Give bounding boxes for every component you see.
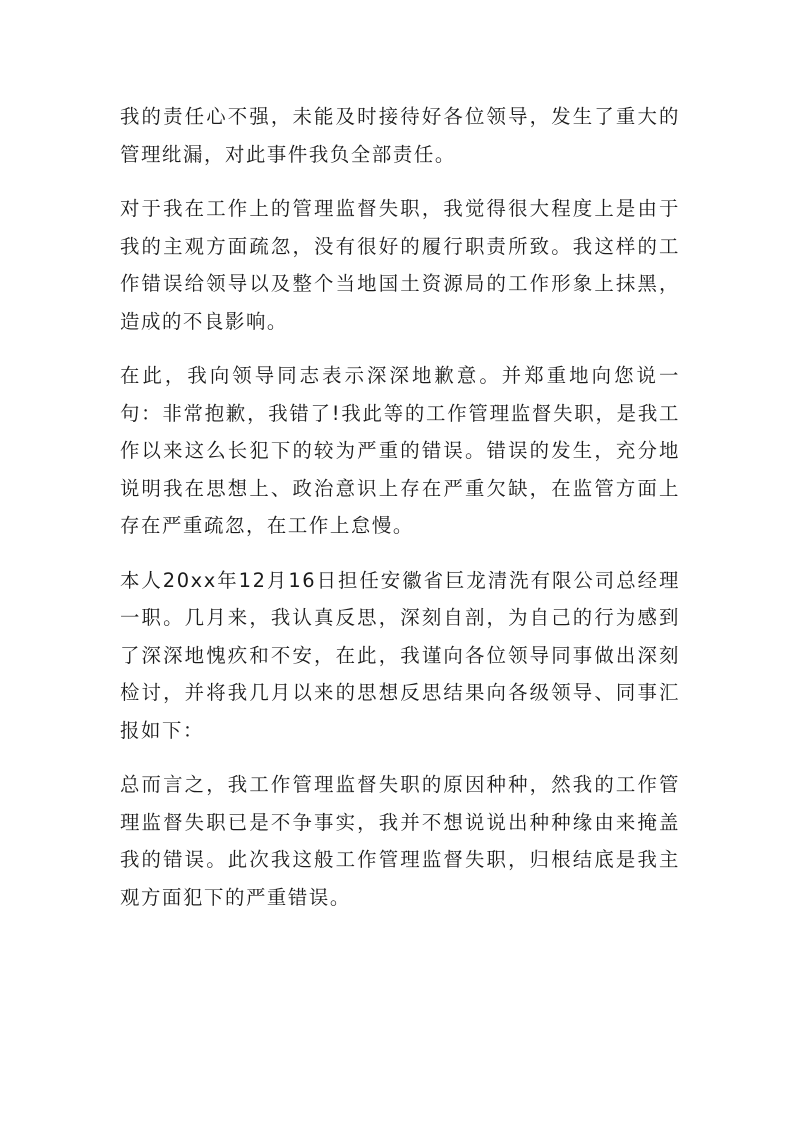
document-body	[120, 98, 680, 933]
paragraph-1: 我的责任心不强，未能及时接待好各位领导，发生了重大的管理纰漏，对此事件我负全部责任。	[120, 105, 680, 166]
paragraph-4: 本人20xx年12月16日担任安徽省巨龙清洗有限公司总经理一职。几月来，我认真反思，深刻自剖，为自己的行为感到了深深地愧疚和不安，在此，我谨向各位领导同事做出深刻检讨，并将我几月以来的思想反思结果向各级领导、同事汇报如下：	[120, 568, 680, 742]
paragraph-5: 总而言之，我工作管理监督失职的原因种种，然我的工作管理监督失职已是不争事实，我并不想说说出种种缘由来掩盖我的错误。此次我这般工作管理监督失职，归根结底是我主观方面犯下的严重错误。	[120, 773, 680, 909]
paragraph-2: 对于我在工作上的管理监督失职，我觉得很大程度上是由于我的主观方面疏忽，没有很好的履行职责所致。我这样的工作错误给领导以及整个当地国土资源局的工作形象上抹黑，造成的不良影响。	[120, 197, 680, 333]
paragraph-3: 在此，我向领导同志表示深深地歉意。并郑重地向您说一句：非常抱歉，我错了!我此等的工作管理监督失职，是我工作以来这么长犯下的较为严重的错误。错误的发生，充分地说明我在思想上、政治意识上存在严重欠缺，在监管方面上存在严重疏忽，在工作上怠慢。	[120, 364, 680, 537]
